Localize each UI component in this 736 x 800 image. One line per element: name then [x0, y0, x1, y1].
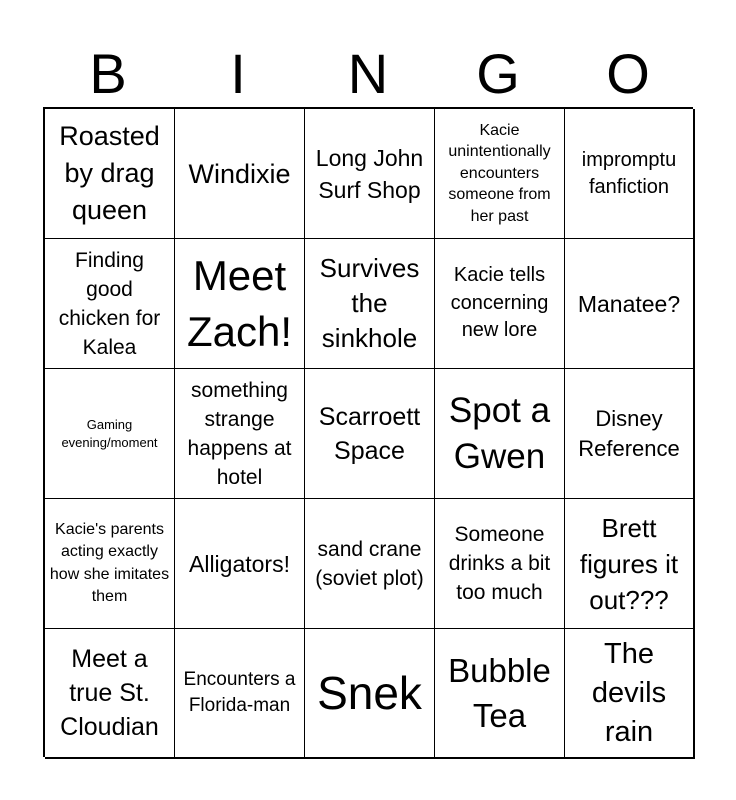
bingo-cell[interactable]	[305, 629, 435, 759]
bingo-cell[interactable]	[45, 499, 175, 629]
bingo-cell[interactable]	[565, 369, 695, 499]
cell-text: Gaming evening/moment	[61, 416, 158, 450]
bingo-cell[interactable]	[175, 109, 305, 239]
bingo-grid	[43, 107, 693, 757]
cell-text: Meet Zach!	[186, 251, 293, 355]
bingo-cell[interactable]	[45, 629, 175, 759]
bingo-cell[interactable]	[45, 109, 175, 239]
cell-text: Snek	[317, 667, 422, 719]
bingo-cell[interactable]	[175, 629, 305, 759]
header-letter-b: B	[89, 42, 127, 105]
bingo-cell[interactable]	[435, 629, 565, 759]
cell-text: Spot a Gwen	[448, 390, 551, 476]
bingo-cell[interactable]	[305, 499, 435, 629]
bingo-cell[interactable]	[45, 239, 175, 369]
bingo-cell[interactable]	[435, 499, 565, 629]
cell-text: Kacie's parents acting exactly how she imitates them	[49, 520, 170, 605]
bingo-cell[interactable]	[435, 369, 565, 499]
header-letter-n: N	[347, 42, 389, 105]
cell-text: something strange happens at hotel	[187, 378, 292, 489]
cell-text: Disney Reference	[578, 405, 680, 461]
cell-text: Windixie	[188, 158, 291, 189]
cell-text: Kacie unintentionally encounters someone from her past	[448, 121, 551, 225]
cell-text: Bubble Tea	[448, 652, 551, 734]
cell-text: Brett figures it out???	[579, 512, 679, 615]
bingo-cell[interactable]	[305, 239, 435, 369]
bingo-cell[interactable]	[45, 369, 175, 499]
header-letter-i: I	[230, 42, 246, 105]
cell-text: Manatee?	[577, 290, 681, 317]
bingo-cell[interactable]	[565, 109, 695, 239]
cell-text: Finding good chicken for Kalea	[58, 248, 161, 359]
bingo-cell[interactable]	[565, 629, 695, 759]
bingo-cell[interactable]	[435, 239, 565, 369]
cell-text: Meet a true St. Cloudian	[60, 645, 159, 741]
header-letter-g: G	[476, 42, 520, 105]
bingo-cell[interactable]	[175, 499, 305, 629]
cell-text: Alligators!	[189, 550, 290, 577]
bingo-cell[interactable]	[175, 369, 305, 499]
bingo-cell[interactable]	[565, 239, 695, 369]
cell-text: sand crane (soviet plot)	[315, 537, 424, 590]
bingo-cell[interactable]	[435, 109, 565, 239]
cell-text: The devils rain	[591, 637, 667, 748]
bingo-cell[interactable]	[565, 499, 695, 629]
cell-text: Scarroett Space	[318, 402, 421, 465]
cell-text: Encounters a Florida-man	[183, 668, 296, 716]
header-letter-o: O	[606, 42, 650, 105]
bingo-cell[interactable]	[305, 109, 435, 239]
cell-text: Someone drinks a bit too much	[448, 523, 551, 604]
cell-text: Survives the sinkhole	[319, 253, 420, 353]
cell-text: Kacie tells concerning new lore	[450, 264, 549, 342]
bingo-header	[43, 42, 693, 106]
cell-text: Long John Surf Shop	[315, 144, 424, 203]
cell-text: impromptu fanfiction	[581, 148, 677, 198]
cell-text: Roasted by drag queen	[59, 121, 160, 225]
bingo-cell[interactable]	[305, 369, 435, 499]
bingo-cell[interactable]	[175, 239, 305, 369]
